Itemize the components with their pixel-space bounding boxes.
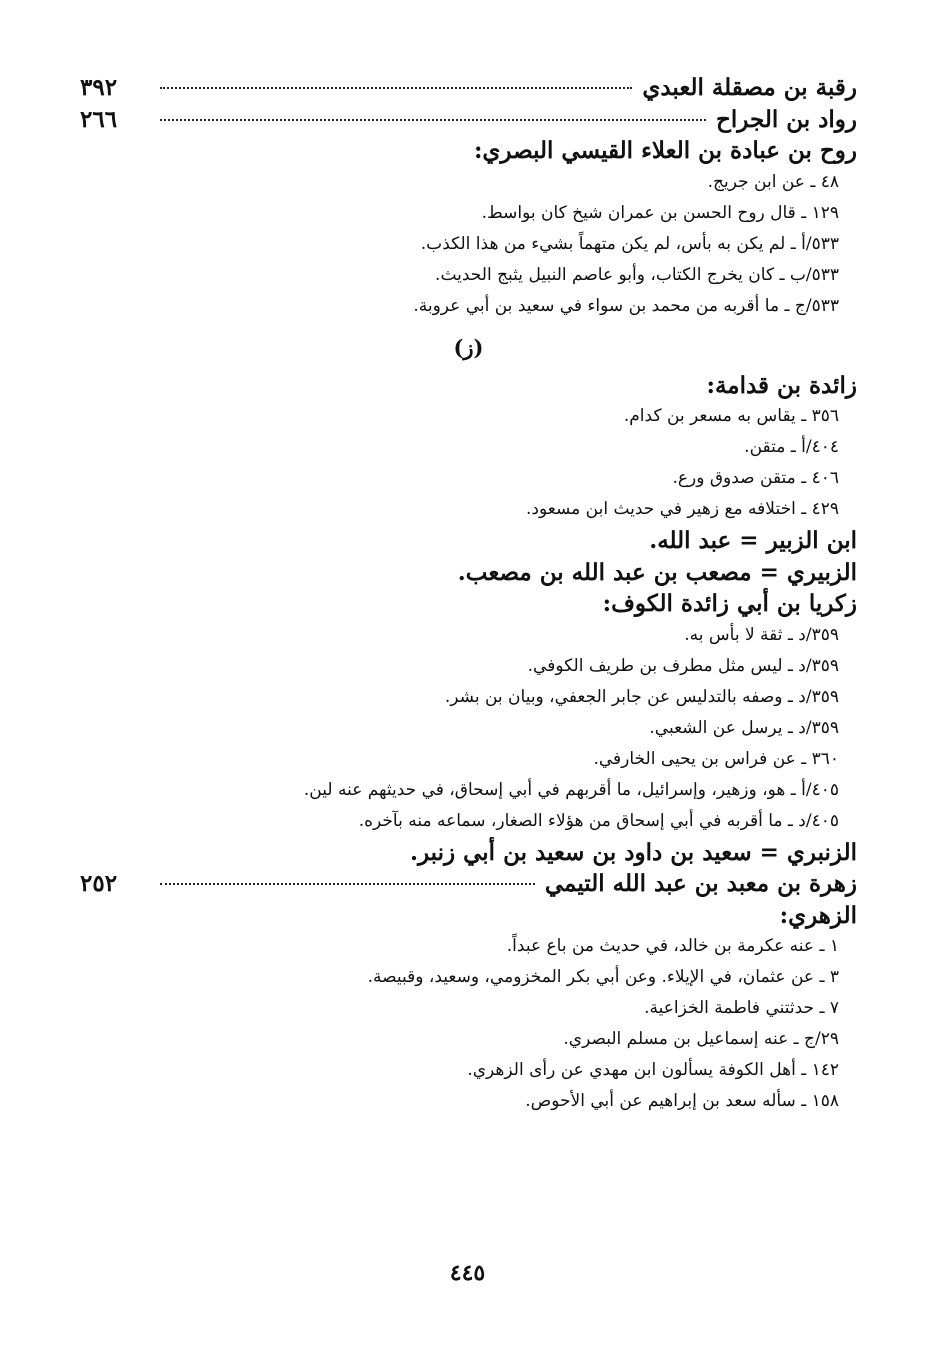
index-sub-entry: ٣٥٩/د ـ وصفه بالتدليس عن جابر الجعفي، وبيان بن بشر. xyxy=(444,686,839,707)
index-sub-entry: ١٥٨ ـ سأله سعد بن إبراهيم عن أبي الأحوص. xyxy=(525,1091,839,1111)
index-entry-with-page xyxy=(80,104,857,136)
index-sub-entry: ٤٠٥/أ ـ هو، وزهير، وإسرائيل، ما أقربهم في أبي إسحاق، في حديثهم عنه لين. xyxy=(303,779,839,800)
index-entry-heading: زائدة بن قدامة: xyxy=(706,371,857,399)
index-entry-with-page xyxy=(80,868,857,900)
leader-dots xyxy=(160,87,632,89)
entries-block-b xyxy=(80,370,857,1118)
index-sub-entry: ٣٥٦ ـ يقاس به مسعر بن كدام. xyxy=(623,406,839,426)
leader-dots xyxy=(160,883,535,885)
entries-block-a xyxy=(80,72,857,322)
index-sub-entry: ٣٥٩/د ـ ثقة لا بأس به. xyxy=(684,624,839,645)
index-entry-heading: روح بن عبادة بن العلاء القيسي البصري: xyxy=(473,137,857,164)
entry-name: زهرة بن معبد بن عبد الله التيمي xyxy=(544,870,857,897)
entry-page-ref: ٢٦٦ xyxy=(80,105,118,133)
index-sub-entry: ٣٥٩/د ـ يرسل عن الشعبي. xyxy=(649,717,839,738)
index-entry-heading: الزبيري = مصعب بن عبد الله بن مصعب. xyxy=(457,558,857,586)
index-sub-entry: ٤٠٤/أ ـ متقن. xyxy=(744,437,839,457)
index-sub-entry: ٤٠٥/د ـ ما أقربه في أبي إسحاق من هؤلاء الصغار، سماعه منه بآخره. xyxy=(358,810,839,831)
index-page xyxy=(80,72,857,1117)
index-sub-entry: ٣ ـ عن عثمان، في الإيلاء. وعن أبي بكر المخزومي، وسعيد، وقبيصة. xyxy=(367,967,839,987)
index-sub-entry: ٣٥٩/د ـ ليس مثل مطرف بن طريف الكوفي. xyxy=(527,655,839,676)
index-sub-entry: ١٤٢ ـ أهل الكوفة يسألون ابن مهدي عن رأى الزهري. xyxy=(467,1060,839,1080)
leader-dots xyxy=(160,119,706,121)
index-entry-with-page xyxy=(80,72,857,104)
index-sub-entry: ٤٨ ـ عن ابن جريج. xyxy=(707,171,839,192)
entry-page-ref: ٢٥٢ xyxy=(80,870,118,897)
index-entry-heading: الزنبري = سعيد بن داود بن سعيد بن أبي زنبر. xyxy=(409,838,857,866)
index-entry-heading: الزهري: xyxy=(779,901,857,929)
index-sub-entry: ٤٢٩ ـ اختلافه مع زهير في حديث ابن مسعود. xyxy=(526,499,839,519)
section-letter-heading: (ز) xyxy=(453,334,484,360)
index-sub-entry: ١٢٩ ـ قال روح الحسن بن عمران شيخ كان بواسط. xyxy=(481,202,839,223)
index-sub-entry: ٣٦٠ ـ عن فراس بن يحيى الخارفي. xyxy=(593,748,839,769)
index-sub-entry: ٤٠٦ ـ متقن صدوق ورع. xyxy=(672,468,839,488)
index-entry-heading: ابن الزبير = عبد الله. xyxy=(649,527,857,554)
index-sub-entry: ٢٩/ج ـ عنه إسماعيل بن مسلم البصري. xyxy=(563,1029,839,1049)
page-number: ٤٤٥ xyxy=(449,1260,486,1286)
index-sub-entry: ٥٣٣/ج ـ ما أقربه من محمد بن سواء في سعيد بن أبي عروبة. xyxy=(413,295,839,316)
index-sub-entry: ١ ـ عنه عكرمة بن خالد، في حديث من باع عبداً. xyxy=(506,936,839,956)
entry-name: رواد بن الجراح xyxy=(716,105,857,133)
index-sub-entry: ٥٣٣/أ ـ لم يكن به بأس، لم يكن متهماً بشيء من هذا الكذب. xyxy=(420,233,839,254)
entry-name: رقبة بن مصقلة العبدي xyxy=(642,74,857,101)
index-sub-entry: ٧ ـ حدثتني فاطمة الخزاعية. xyxy=(644,998,839,1018)
entry-page-ref: ٣٩٢ xyxy=(80,74,118,101)
index-sub-entry: ٥٣٣/ب ـ كان يخرج الكتاب، وأبو عاصم النبيل يثبج الحديث. xyxy=(435,264,839,285)
index-entry-heading: زكريا بن أبي زائدة الكوف: xyxy=(602,590,857,617)
